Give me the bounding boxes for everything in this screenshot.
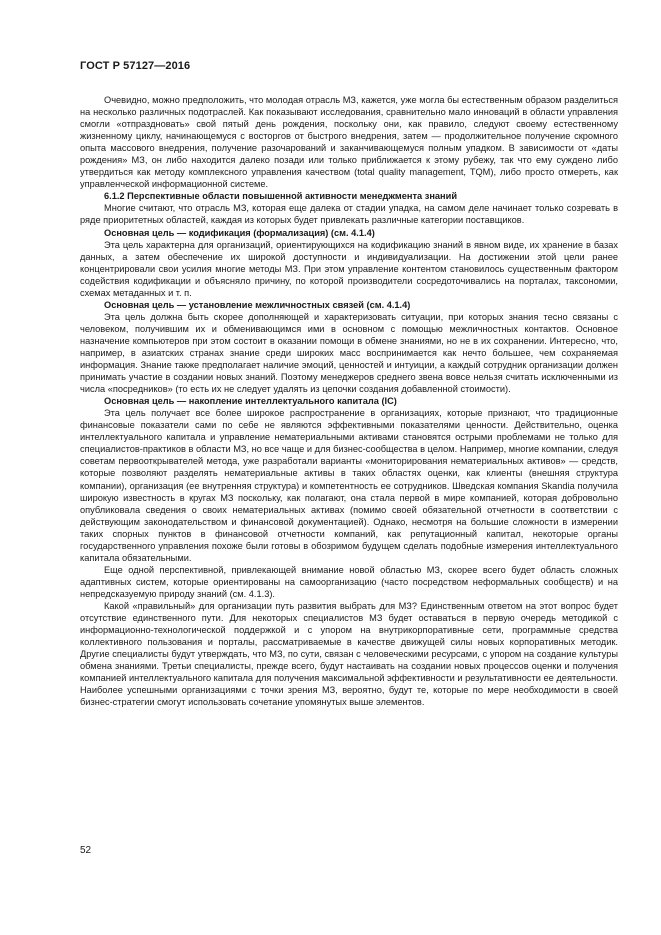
body-paragraph: Эта цель получает все более широкое распространение в организациях, которые признают, что традиционные финансовые показатели сами по себе не являются эффективными показателями ценности. Действительно, оценка интеллектуального капитала и управление нематериальными активами становятся острыми проблемами не только для специалистов-практиков в области МЗ, но все чаще и для бизнес-сообщества в целом. Например, многие компании, следуя советам первооткрывателей метода, уже разработали варианты «мониторирования нематериальных активов» — средств, которые позволяют разделять нематериальные активы в таких областях оценки, как клиенты (внешняя структура компании), организация (ее внутренняя структура) и компетентность ее сотрудников. Шведская компания Skandia получила широкую известность в кругах МЗ поскольку, как полагают, она стала первой в мире компанией, которая добровольно опубликовала сведения о своих нематериальных активах (помимо своей обязательной отчетности в соответствии с действующим законодательством и финансовой документацией). Однако, несмотря на большие сложности в измерении таких спорных пунктов в финансовой отчетности компаний, как репутационный капитал, некоторые органы государственного управления похоже были готовы в обозримом будущем сделать подобные измерения интеллектуального капитала обязательными. xyxy=(80,408,618,563)
page-number: 52 xyxy=(80,845,92,856)
body-paragraph: Эта цель должна быть скорее дополняющей и характеризовать ситуации, при которых знания тесно связаны с человеком, получившим их и обменивающимся ими в основном с помощью межличностных контактов. Основное назначение компьютеров при этом состоит в оказании помощи в обмене знаниями, но не в их сохранении. Интересно, что, например, в азиатских странах знание среди широких масс воспринимается как нечто большее, чем сохраняемая информация. Знание также предполагает наличие эмоций, ценностей и интуиции, а каждый сотрудник организации должен принимать участие в создании новых знаний. Поэтому менеджеров среднего звена вовсе нельзя считать исключенными из числа «посредников» (то есть их не следует удалять из цепочки создания добавленной стоимости). xyxy=(80,311,618,395)
body-paragraph: Эта цель характерна для организаций, ориентирующихся на кодификацию знаний в явном виде, их хранение в базах данных, а затем обеспечение их широкой доступности и индивидуализации. На достижении этой цели ранее концентрировали свои усилия многие методы МЗ. При этом управление контентом становилось существенным фактором содействия кодификации и объясняло причину, по которой производители сосредоточивались на порталах, таксономии, схемах метаданных и т. п. xyxy=(80,239,618,298)
subsection-heading-codification: Основная цель — кодификация (формализация) (см. 4.1.4) xyxy=(104,227,375,238)
document-header: ГОСТ Р 57127—2016 xyxy=(80,60,191,72)
body-paragraph: Очевидно, можно предположить, что молодая отрасль МЗ, кажется, уже могла бы естественным образом разделиться на несколько различных подотраслей. Как показывают исследования, сравнительно мало инноваций в области управления смогли «отпраздновать» свой пятый день рождения, поскольку они, как правило, следуют своему естественному жизненному циклу, начинающемуся с восторгов от быстрого внедрения, затем — продолжительное получение скромного опыта массового внедрения, получение разочарований и заканчивающемуся полным упадком. В зависимости от «даты рождения» МЗ, он либо находится далеко позади или только приближается к этому рубежу, так что ему суждено либо утвердиться как методу комплексного управления качеством (total quality management, TQM), либо просто отмереть, как управленческой информационной системе. xyxy=(80,95,618,190)
subsection-heading-capital: Основная цель — накопление интеллектуального капитала (IC) xyxy=(104,396,397,407)
body-paragraph: Какой «правильный» для организации путь развития выбрать для МЗ? Единственным ответом на этот вопрос будет отсутствие единственного пути. Для некоторых специалистов МЗ будет оставаться в первую очередь методикой с информационно-технологической поддержкой и с упором на внутрикорпоративные сети, программные средства коллективного пользования и порталы, рассматриваемые в качестве движущей силы новых корпоративных методик. Другие специалисты будут утверждать, что МЗ, по сути, связан с человеческими ресурсами, с упором на создание культуры обмена знаниями. Третьи специалисты, прежде всего, будут настаивать на создании новых процессов оценки и получения компанией интеллектуального капитала для получения максимальной эффективности и результативности ее деятельности. Наиболее успешными организациями с точки зрения МЗ, вероятно, будут те, которые по мере необходимости в своей бизнес-стратегии смогут использовать сочетание упомянутых выше элементов. xyxy=(80,600,618,708)
body-paragraph: Многие считают, что отрасль МЗ, которая еще далека от стадии упадка, на самом деле начинает только созревать в ряде приоритетных областей, каждая из которых будет привлекать различные категории поставщиков. xyxy=(80,203,618,226)
section-heading: 6.1.2 Перспективные области повышенной активности менеджмента знаний xyxy=(104,191,458,202)
document-body xyxy=(80,94,618,708)
body-paragraph: Еще одной перспективной, привлекающей внимание новой областью МЗ, скорее всего будет область сложных адаптивных систем, которые ориентированы на самоорганизацию (часто посредством неформальных сообществ) и на непредсказуемую природу знаний (см. 4.1.3). xyxy=(80,564,618,599)
subsection-heading-connections: Основная цель — установление межличностных связей (см. 4.1.4) xyxy=(104,299,411,310)
